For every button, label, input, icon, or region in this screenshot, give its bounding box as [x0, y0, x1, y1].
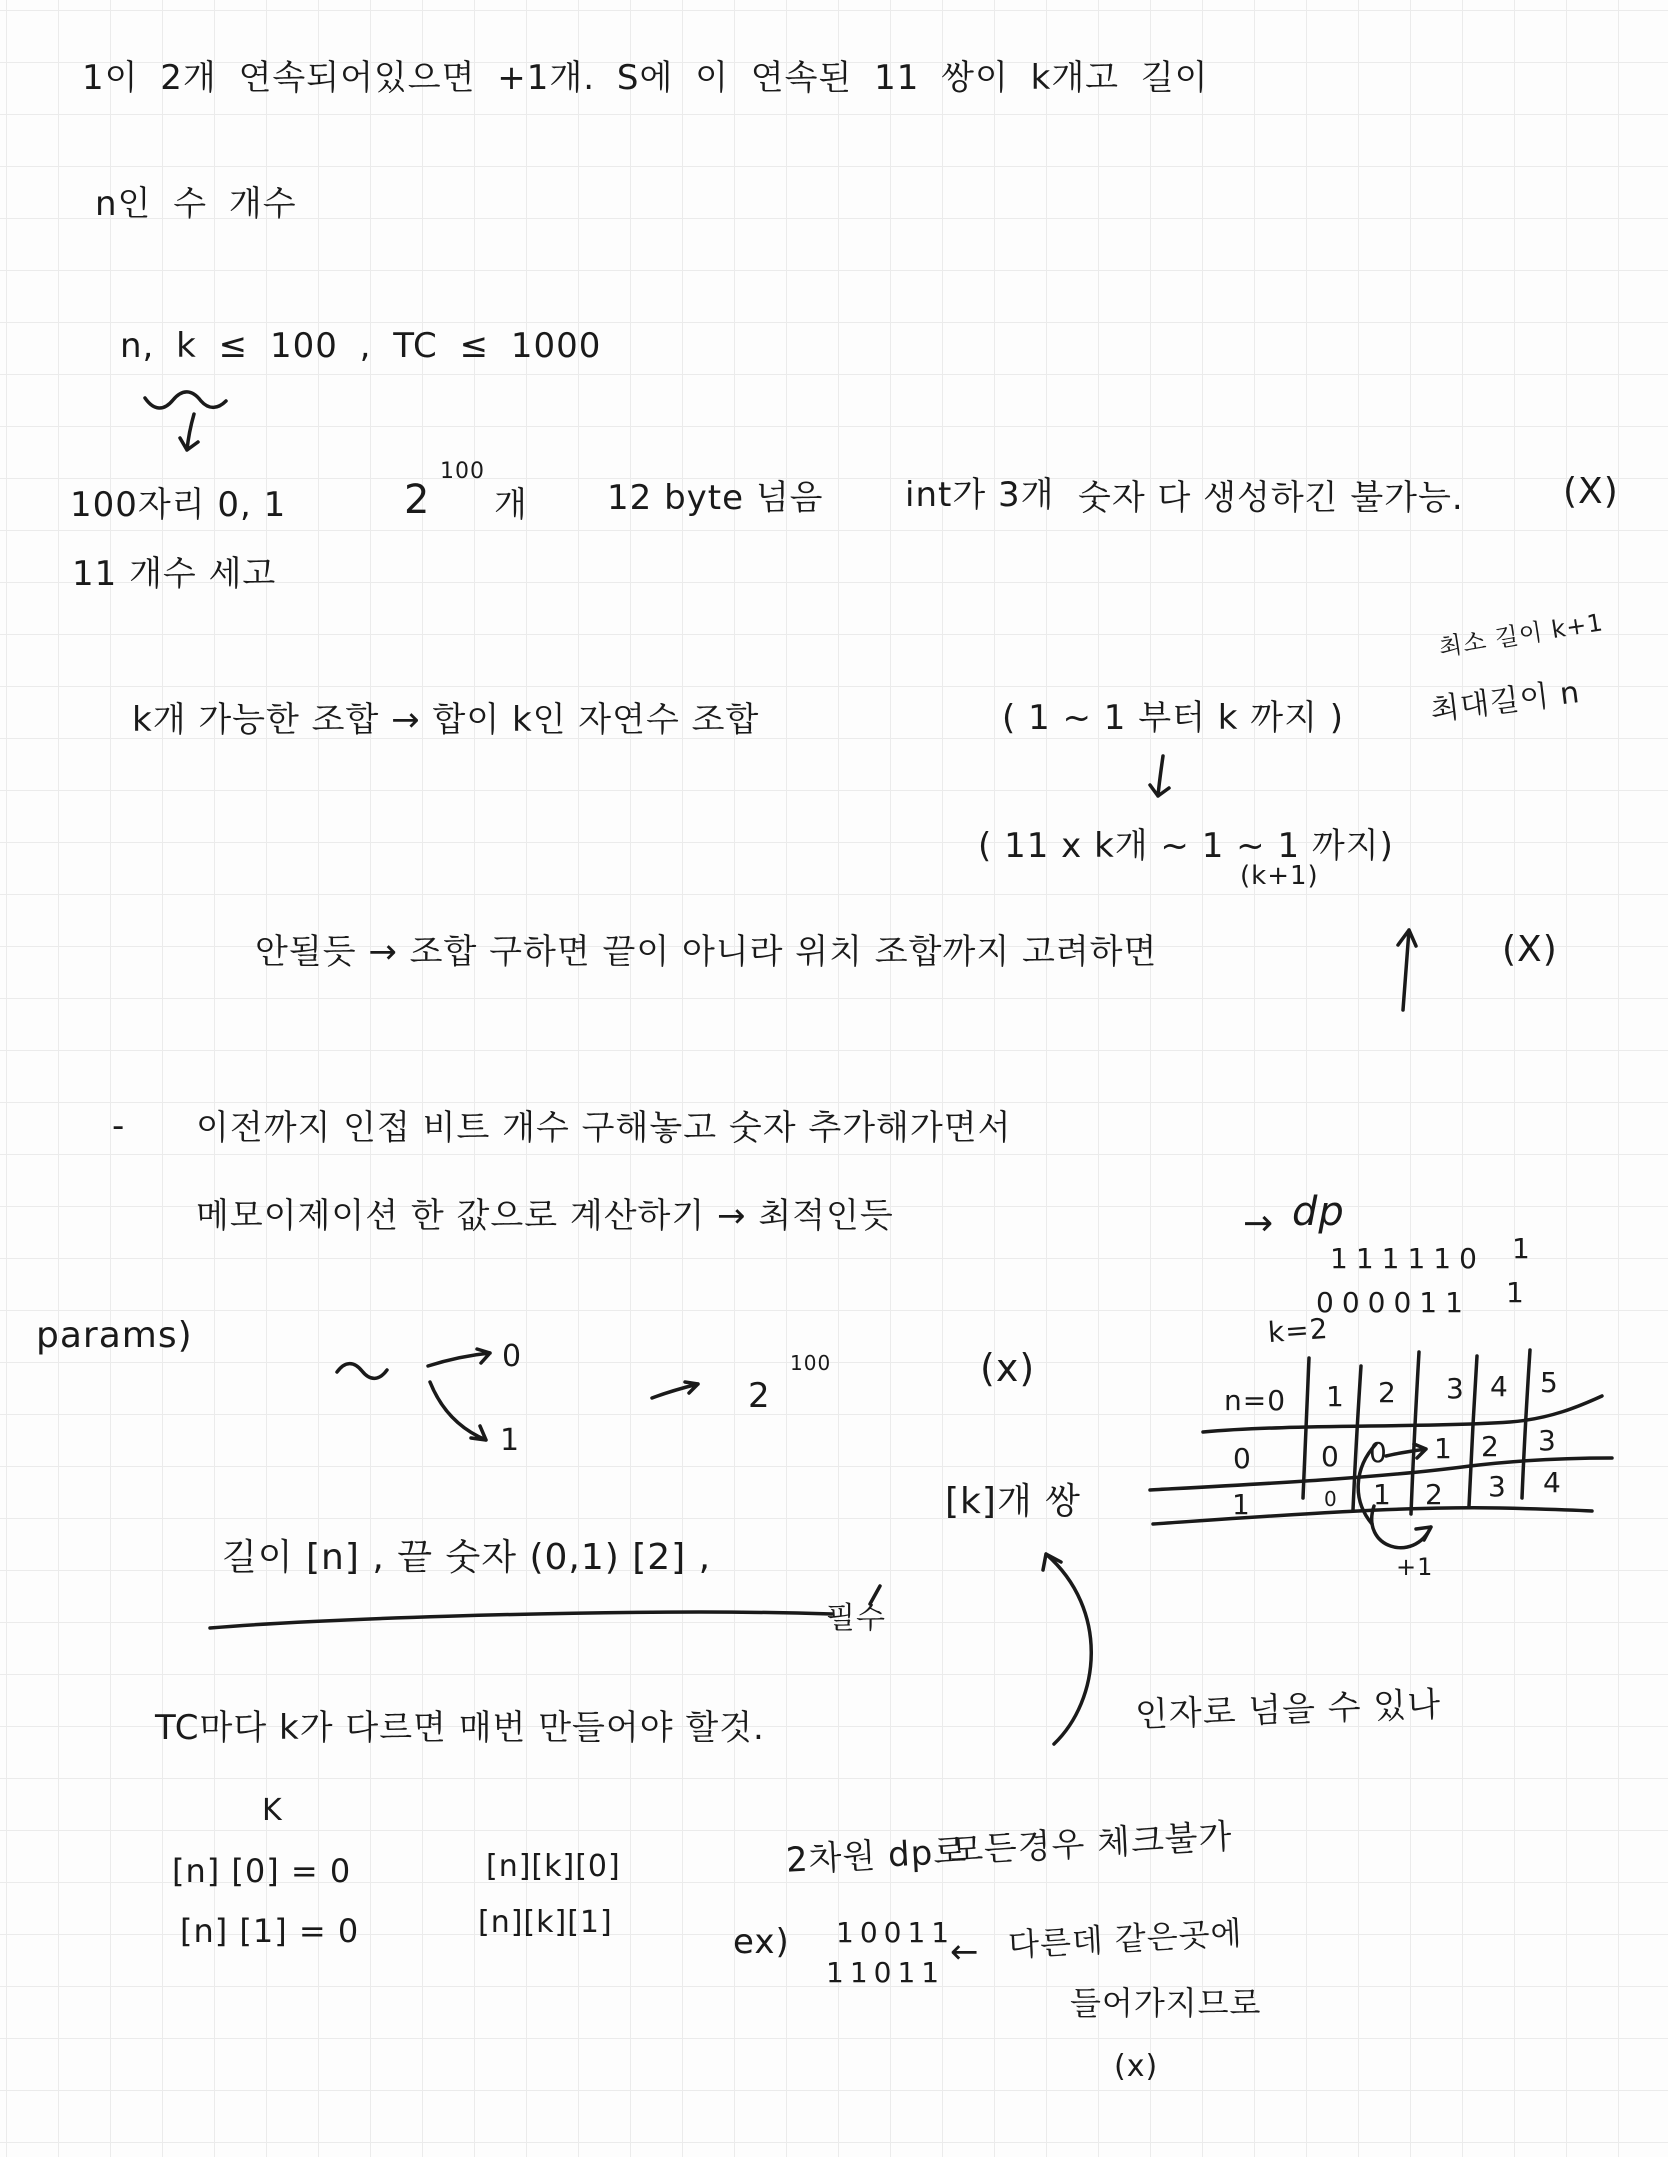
table-row1-c3: 2 — [1425, 1478, 1444, 1511]
table-row1-c0: 1 — [1232, 1488, 1251, 1521]
state-dimensions: 길이 [n] , 끝 숫자 (0,1) [2] , — [222, 1537, 712, 1578]
counter-example-2: 11011 — [826, 1956, 946, 1989]
table-header-n0: n=0 — [1224, 1384, 1287, 1417]
idea-line-2: 메모이제이션 한 값으로 계산하기 → 최적인듯 — [196, 1196, 894, 1236]
bruteforce-generate: 숫자 다 생성하긴 불가능. — [1078, 478, 1464, 518]
conclusion-check: 모든경우 체크불가 — [949, 1816, 1234, 1872]
count-ones-note: 11 개수 세고 — [72, 554, 277, 594]
example-label: ex) — [733, 1922, 790, 1962]
params-power-exponent: 100 — [790, 1351, 832, 1375]
state-underline-group — [210, 1586, 880, 1628]
table-header-2: 2 — [1378, 1376, 1397, 1409]
k-equals-label: k=2 — [1266, 1311, 1330, 1350]
table-vline-2 — [1353, 1366, 1361, 1510]
verdict-up-arrow — [1398, 930, 1416, 1010]
power-suffix: 개 — [494, 485, 528, 525]
conclusion-note-2: 들어가지므로 — [1070, 1984, 1262, 2022]
table-vline-1 — [1303, 1358, 1309, 1498]
plus-one-loop-arrow — [1372, 1506, 1431, 1548]
bruteforce-digits: 100자리 0, 1 — [70, 485, 287, 525]
base-case-1: [n] [0] = 0 — [172, 1852, 352, 1890]
params-power-base: 2 — [748, 1376, 771, 1416]
table-row0-c1: 0 — [1321, 1440, 1340, 1473]
nk-squiggle-underline — [145, 392, 226, 408]
problem-line-2: n인 수 개수 — [95, 184, 297, 224]
base-case-2: [n] [1] = 0 — [180, 1912, 360, 1950]
bruteforce-x-mark: (X) — [1563, 471, 1619, 512]
table-row1-c4: 3 — [1488, 1470, 1507, 1503]
params-arrow-to-zero — [428, 1349, 490, 1366]
table-vline-3 — [1411, 1352, 1419, 1514]
table-row0-c4: 2 — [1481, 1430, 1500, 1463]
row0-cell-arrow — [1386, 1444, 1426, 1458]
argument-note: 인자로 넘을 수 있나 — [1134, 1684, 1442, 1736]
counter-example-1: 10011 — [836, 1916, 956, 1949]
table-row1-c1: 0 — [1324, 1487, 1338, 1511]
params-zero: 0 — [502, 1339, 523, 1374]
conclusion-2d-dp: 2차원 dp로 — [785, 1831, 969, 1881]
combo-pairs: ( 11 x k개 ~ 1 ~ 1 까지) — [978, 826, 1394, 866]
dp-label: dp — [1292, 1189, 1345, 1235]
combo-verdict: 안될듯 → 조합 구하면 끝이 아니라 위치 조합까지 고려하면 — [255, 932, 1158, 972]
conclusion-note-1: 다른데 같은곳에 — [1007, 1913, 1244, 1965]
nk-down-arrow — [180, 414, 198, 450]
table-vline-4 — [1469, 1356, 1477, 1506]
pair-count-label: [k]개 쌍 — [945, 1481, 1081, 1522]
params-x-mark: (x) — [980, 1346, 1036, 1390]
dims-underline — [210, 1612, 832, 1628]
max-length-note: 최대길이 n — [1428, 674, 1583, 729]
k-plus-one-note: (k+1) — [1240, 861, 1319, 891]
table-row0-c2: 0 — [1369, 1436, 1388, 1469]
conclusion-x-mark: (x) — [1114, 2049, 1159, 2084]
table-header-3: 3 — [1446, 1372, 1465, 1405]
idea-line-1: 이전까지 인접 비트 개수 구해놓고 숫자 추가해가면서 — [196, 1108, 1012, 1148]
params-one: 1 — [500, 1423, 521, 1458]
example-string-1: 111110 — [1330, 1242, 1485, 1275]
table-header-5: 5 — [1540, 1366, 1559, 1399]
params-arrow-to-power — [652, 1382, 698, 1398]
power-exponent: 100 — [440, 459, 485, 484]
array-dims-2: [n][k][1] — [478, 1905, 613, 1940]
table-row1-c5: 4 — [1543, 1466, 1562, 1499]
plus-one-annotation: +1 — [1396, 1553, 1434, 1581]
example-count-1: 1 — [1512, 1232, 1531, 1265]
combo-main: k개 가능한 조합 → 합이 k인 자연수 조합 — [132, 700, 760, 740]
table-row1-c2: 1 — [1373, 1478, 1392, 1511]
tc-note: TC마다 k가 다르면 매번 만들어야 할것. — [155, 1708, 765, 1748]
power-base: 2 — [404, 477, 431, 523]
constraints-line: n, k ≤ 100 , TC ≤ 1000 — [120, 326, 602, 366]
table-vline-5 — [1522, 1350, 1530, 1498]
left-arrow: ← — [950, 1932, 980, 1972]
range-down-arrow — [1150, 756, 1169, 796]
params-squiggle — [337, 1364, 387, 1379]
combo-x-mark: (X) — [1502, 929, 1558, 970]
table-header-1: 1 — [1326, 1380, 1345, 1413]
dp-arrow: → — [1243, 1203, 1275, 1244]
idea-bullet: - — [112, 1106, 126, 1146]
nk-underline-group — [145, 392, 226, 450]
k-variable: K — [262, 1793, 283, 1828]
min-length-note: 최소 길이 k+1 — [1436, 608, 1606, 662]
combo-range: ( 1 ~ 1 부터 k 까지 ) — [1002, 698, 1344, 738]
bruteforce-ints: int가 3개 — [905, 475, 1055, 515]
example-string-2: 000011 — [1316, 1286, 1471, 1319]
table-row0-c0: 0 — [1233, 1442, 1252, 1475]
pair-curved-arrow — [1043, 1554, 1091, 1744]
params-curve-to-one — [430, 1382, 486, 1440]
array-dims-1: [n][k][0] — [486, 1849, 621, 1884]
table-row0-c5: 3 — [1538, 1424, 1557, 1457]
table-header-4: 4 — [1490, 1370, 1509, 1403]
problem-line-1: 1이 2개 연속되어있으면 +1개. S에 이 연속된 11 쌍이 k개고 길이 — [82, 58, 1209, 98]
example-count-2: 1 — [1506, 1276, 1525, 1309]
params-label: params) — [36, 1315, 193, 1356]
bruteforce-bytes: 12 byte 넘음 — [607, 478, 824, 518]
table-row0-c3: 1 — [1434, 1432, 1453, 1465]
required-label: 필수 — [826, 1601, 886, 1636]
